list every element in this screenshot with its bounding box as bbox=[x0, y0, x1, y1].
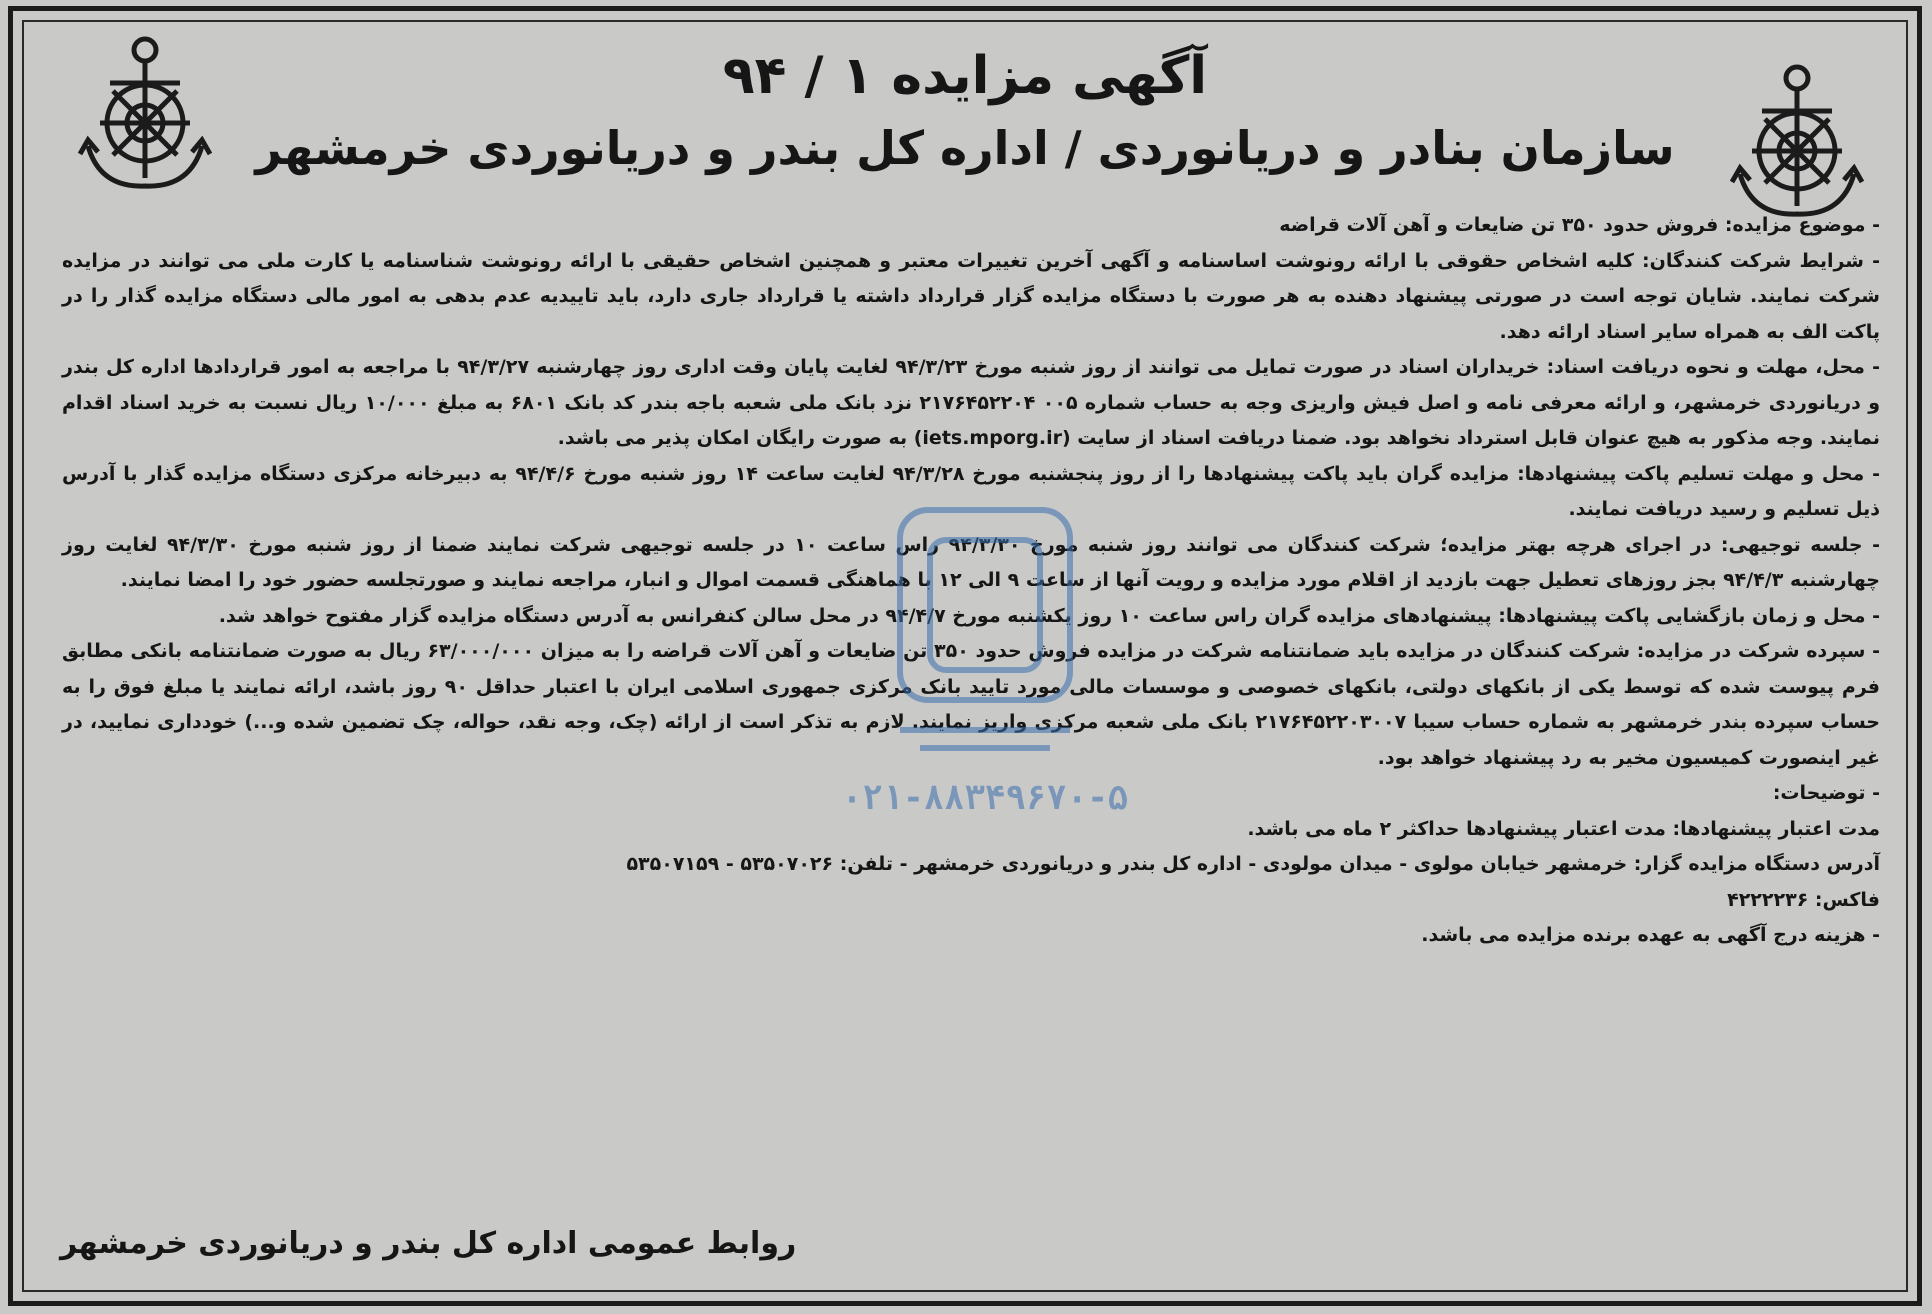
bid-opening: - محل و زمان بازگشایی پاکت پیشنهادها: پیشنهادهای مزایده گران راس ساعت ۱۰ روز یکشنبه مورخ ۹۴/۴/۷ در محل سالن کنفرانس به آدرس دستگاه مزایده گزار مفتوح خواهد شد. bbox=[218, 604, 1880, 627]
participant-conditions: - شرایط شرکت کنندگان: کلیه اشخاص حقوقی با ارائه رونوشت اساسنامه و آگهی آخرین تغییرات معتبر و همچنین اشخاص حقیقی با ارائه رونوشت شناسنامه یا کارت ملی می توانند در مزایده شرکت نمایند. شایان توجه است در صورتی پیشنهاد دهنده به هر صورت با دستگاه مزایده گزار قرارداد داشته یا قرارداد جاری دارد، باید تاییدیه عدم بدهی به امور مالی دستگاه مزایده گذار را در پاکت الف به همراه سایر اسناد ارائه دهد. bbox=[62, 249, 1880, 343]
notice-header bbox=[240, 40, 1690, 180]
stamp-phone: ۰۲۱-۸۸۳۴۹۶۷۰-۵ bbox=[841, 778, 1129, 818]
anchor-emblem-icon bbox=[70, 28, 220, 198]
notes-heading: - توضیحات: bbox=[1772, 782, 1880, 804]
bid-submission-terms: - محل و مهلت تسلیم پاکت پیشنهادها: مزایده گران باید پاکت پیشنهادها را از روز پنجشنبه مورخ ۹۴/۳/۲۸ لغایت ساعت ۱۴ روز شنبه مورخ ۹۴/۴/۶ به دبیرخانه مرکزی دستگاه مزایده گذار با آدرس ذیل تسلیم و رسید دریافت نمایند. bbox=[62, 462, 1881, 520]
fax-number: فاکس: ۴۲۲۲۲۳۶ bbox=[1727, 888, 1880, 911]
organization-name: سازمان بنادر و دریانوردی / اداره کل بندر و دریانوردی خرمشهر bbox=[255, 121, 1675, 175]
publication-cost: - هزینه درج آگهی به عهده برنده مزایده می باشد. bbox=[1421, 924, 1880, 946]
anchor-emblem-icon bbox=[1722, 56, 1872, 226]
bid-validity: مدت اعتبار پیشنهادها: مدت اعتبار پیشنهادها حداکثر ۲ ماه می باشد. bbox=[1247, 817, 1880, 840]
signature: روابط عمومی اداره کل بندر و دریانوردی خرمشهر bbox=[60, 1226, 797, 1261]
briefing-session: - جلسه توجیهی: در اجرای هرچه بهتر مزایده؛ شرکت کنندگان می توانند روز شنبه مورخ ۹۴/۳/۳۰ راس ساعت ۱۰ در جلسه توجیهی شرکت نمایند ضمنا از روز شنبه مورخ ۹۴/۳/۳۰ لغایت روز چهارشنبه ۹۴/۴/۳ بجز روزهای تعطیل جهت بازدید از اقلام مورد مزایده و رویت آنها از ساعت ۹ الی ۱۲ با هماهنگی قسمت اموال و انبار، مراجعه نمایند و صورتجلسه حضور خود را امضا نمایند. bbox=[62, 533, 1880, 591]
auction-subject: - موضوع مزایده: فروش حدود ۳۵۰ تن ضایعات و آهن آلات قراضه bbox=[1279, 214, 1880, 236]
participation-deposit: - سپرده شرکت در مزایده: شرکت کنندگان در مزایده باید ضمانتنامه شرکت در مزایده فروش حدود ۳۵۰ تن ضایعات و آهن آلات قراضه را به میزان ۶۳/۰۰۰/۰۰۰ ریال به صورت ضمانتنامه بانکی مطابق فرم پیوست شده که توسط یکی از بانکهای دولتی، بانکهای خصوصی و موسسات مالی مورد تایید بانک مرکزی جمهوری اسلامی ایران با اعتبار حداقل ۹۰ روز باشد، ارائه نمایند یا مبلغ فوق را به حساب سپرده بندر خرمشهر به شماره حساب سیبا ۲۱۷۶۴۵۲۲۰۳۰۰۷ بانک ملی شعبه مرکزی واریز نمایند. لازم به تذکر است از ارائه (چک، وجه نقد، حواله، چک تضمین شده و...) خودداری نمایید، در غیر اینصورت کمیسیون مخیر به رد پیشنهاد خواهد بود. bbox=[62, 640, 1881, 769]
organizer-address: آدرس دستگاه مزایده گزار: خرمشهر خیابان مولوی - میدان مولودی - اداره کل بندر و دریانوردی خرمشهر - تلفن: ۵۳۵۰۷۰۲۶ - ۵۳۵۰۷۱۵۹ bbox=[626, 853, 1880, 875]
notice-title: آگهی مزایده ۱ / ۹۴ bbox=[722, 46, 1208, 106]
notice-body bbox=[62, 208, 1880, 954]
document-receipt-terms: - محل، مهلت و نحوه دریافت اسناد: خریداران اسناد در صورت تمایل می توانند از روز شنبه مورخ ۹۴/۳/۲۳ لغایت پایان وقت اداری روز چهارشنبه ۹۴/۳/۲۷ با مراجعه به امور قراردادها اداره کل بندر و دریانوردی خرمشهر، و ارائه معرفی نامه و اصل فیش واریزی وجه به حساب شماره ۰۰۵ ۲۱۷۶۴۵۲۲۰۴ نزد بانک ملی شعبه باجه بندر کد بانک ۶۸۰۱ به مبلغ ۱۰/۰۰۰ ریال نسبت به خرید اسناد اقدام نمایند. وجه مذکور به هیچ عنوان قابل استرداد نخواهد بود. ضمنا دریافت اسناد از سایت (iets.mporg.ir) به صورت رایگان امکان پذیر می باشد. bbox=[62, 356, 1880, 449]
